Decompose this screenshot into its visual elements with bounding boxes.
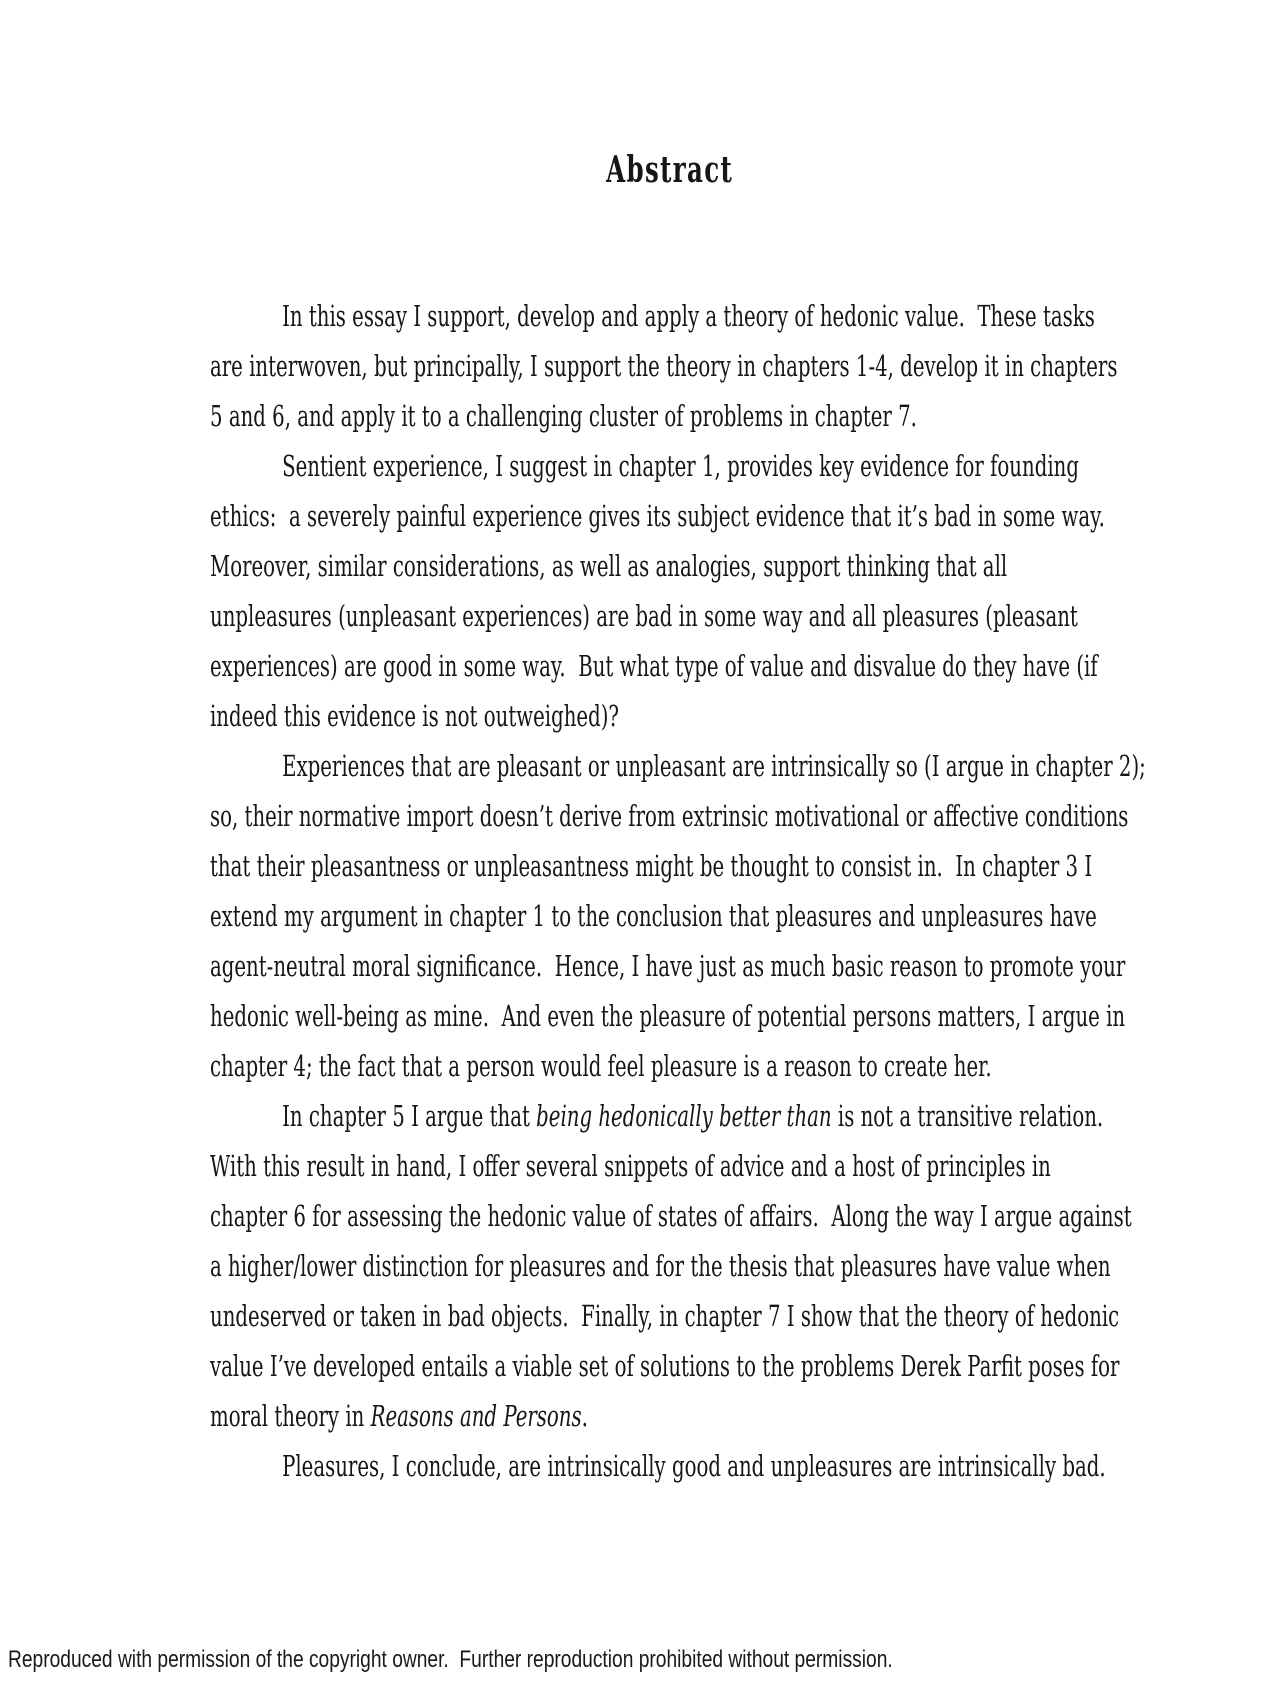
text-line: In chapter 5 I argue that being hedonically better than is not a transitive relation. (282, 1099, 1104, 1133)
text-line: value I’ve developed entails a viable set of solutions to the problems Derek Parfit poses for (210, 1349, 1120, 1383)
text-line: that their pleasantness or unpleasantness might be thought to consist in. In chapter 3 I (210, 849, 1093, 883)
text-line: chapter 6 for assessing the hedonic value of states of affairs. Along the way I argue against (210, 1199, 1132, 1233)
text-line: Experiences that are pleasant or unpleasant are intrinsically so (I argue in chapter 2); (282, 749, 1146, 783)
text-line: Moreover, similar considerations, as well as analogies, support thinking that all (210, 549, 1008, 583)
text-line: hedonic well-being as mine. And even the pleasure of potential persons matters, I argue in (210, 999, 1126, 1033)
abstract-body (210, 291, 1146, 1491)
text-line: moral theory in Reasons and Persons. (210, 1399, 588, 1433)
text-line: With this result in hand, I offer several snippets of advice and a host of principles in (210, 1149, 1051, 1183)
text-line: chapter 4; the fact that a person would feel pleasure is a reason to create her. (210, 1049, 992, 1083)
text-line: are interwoven, but principally, I support the theory in chapters 1-4, develop it in chapters (210, 349, 1118, 383)
text-line: Pleasures, I conclude, are intrinsically good and unpleasures are intrinsically bad. (282, 1449, 1106, 1483)
text-line: so, their normative import doesn’t derive from extrinsic motivational or affective conditions (210, 799, 1129, 833)
text-line: indeed this evidence is not outweighed)? (210, 699, 619, 733)
text-line: Sentient experience, I suggest in chapter 1, provides key evidence for founding (282, 449, 1079, 483)
text-line: In this essay I support, develop and apply a theory of hedonic value. These tasks (282, 299, 1095, 333)
text-line: undeserved or taken in bad objects. Finally, in chapter 7 I show that the theory of hedonic (210, 1299, 1120, 1333)
text-line: a higher/lower distinction for pleasures and for the thesis that pleasures have value when (210, 1249, 1111, 1283)
text-line: ethics: a severely painful experience gives its subject evidence that it’s bad in some way. (210, 499, 1105, 533)
page-title: Abstract (606, 149, 734, 191)
text-line: 5 and 6, and apply it to a challenging cluster of problems in chapter 7. (210, 399, 917, 433)
text-line: extend my argument in chapter 1 to the conclusion that pleasures and unpleasures have (210, 899, 1097, 933)
text-line: experiences) are good in some way. But what type of value and disvalue do they have (if (210, 649, 1098, 683)
copyright-notice: Reproduced with permission of the copyright owner. Further reproduction prohibited without permission. (8, 1646, 893, 1673)
text-line: unpleasures (unpleasant experiences) are bad in some way and all pleasures (pleasant (210, 599, 1078, 633)
abstract-column (210, 145, 1146, 1491)
text-line: agent-neutral moral significance. Hence, I have just as much basic reason to promote your (210, 949, 1126, 983)
